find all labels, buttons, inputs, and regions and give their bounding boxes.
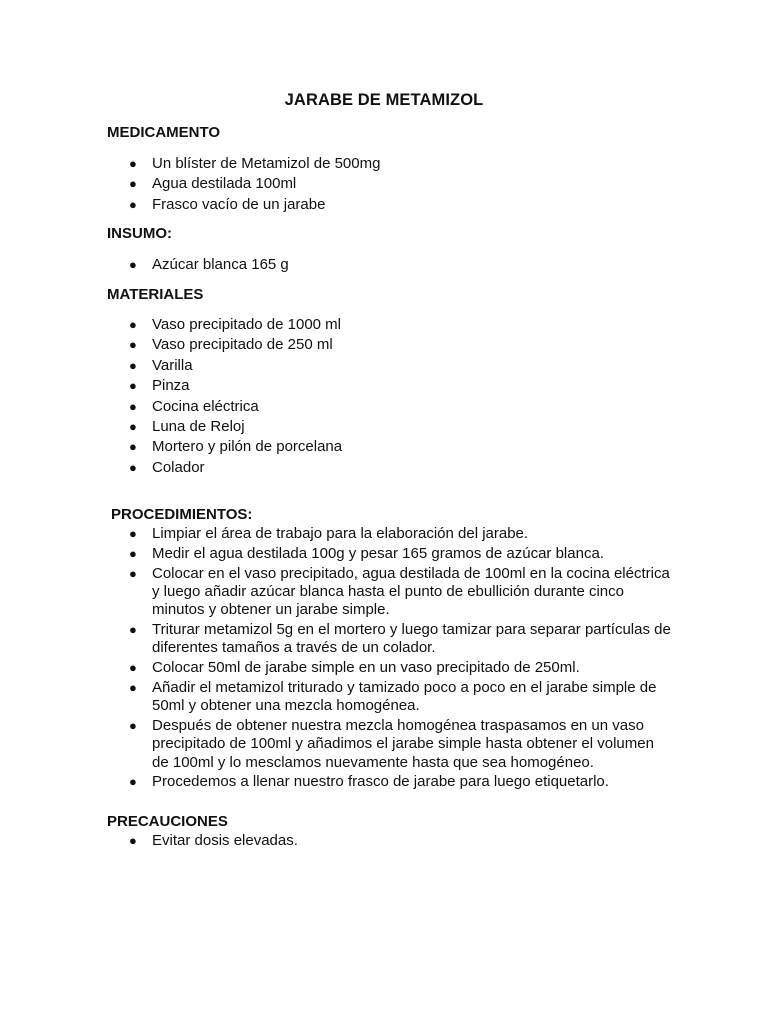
list-item [0,196,672,214]
list-item-text: Triturar metamizol 5g en el mortero y luego tamizar para separar partículas de diferentes tamaños a través de un colador. [152,620,671,657]
list-item-text: Evitar dosis elevadas. [152,832,298,849]
list-item-text: Varilla [152,356,193,374]
bullet-icon: ● [129,337,137,353]
list-item [0,175,672,193]
list-item-text: Azúcar blanca 165 g [152,256,289,273]
bullet-icon: ● [129,833,137,848]
bullet-icon: ● [129,357,137,373]
bullet-icon: ● [129,196,137,212]
list-item [0,418,672,436]
list-item [0,336,672,354]
list-item [0,256,672,274]
list-item [0,155,672,173]
insumo-list [0,256,672,276]
list-item-text: Luna de Reloj [152,417,245,435]
precauciones-list [0,832,672,852]
list-item [0,459,672,477]
list-item [0,357,672,375]
list-item [0,438,672,456]
list-item-text: Agua destilada 100ml [152,175,297,193]
list-item-text: Un blíster de Metamizol de 500mg [152,155,381,172]
list-item [0,659,672,677]
document-title: JARABE DE METAMIZOL [284,91,484,109]
section-heading-materiales: MATERIALES [107,286,204,303]
bullet-icon: ● [129,156,137,171]
list-item [0,565,672,620]
bullet-icon: ● [129,257,137,272]
section-heading-precauciones: PRECAUCIONES [107,813,228,830]
medicamento-list [0,155,672,216]
bullet-icon: ● [129,378,137,394]
bullet-icon: ● [129,774,137,790]
materiales-list [0,316,672,479]
list-item-text: Colocar 50ml de jarabe simple en un vaso precipitado de 250ml. [152,659,580,677]
list-item [0,398,672,416]
list-item [0,717,672,772]
bullet-icon: ● [129,418,137,434]
procedimientos-list [0,525,672,793]
bullet-icon: ● [129,398,137,414]
list-item [0,525,672,543]
bullet-icon: ● [129,565,137,581]
bullet-icon: ● [129,717,137,733]
list-item-text: Frasco vacío de un jarabe [152,195,326,213]
bullet-icon: ● [129,459,137,475]
section-heading-insumo: INSUMO: [107,225,172,242]
list-item-text: Procedemos a llenar nuestro frasco de jarabe para luego etiquetarlo. [152,773,609,791]
list-item [0,679,672,716]
list-item-text: Limpiar el área de trabajo para la elaboración del jarabe. [152,525,529,542]
list-item-text: Añadir el metamizol triturado y tamizado poco a poco en el jarabe simple de 50ml y obtener una mezcla homogénea. [152,678,657,715]
list-item-text: Colocar en el vaso precipitado, agua destilada de 100ml en la cocina eléctrica y luego añadir azúcar blanca hasta el punto de ebullición durante cinco minutos y obtener un jarabe simple. [152,564,670,619]
list-item-text: Colador [152,458,205,476]
section-heading-medicamento: MEDICAMENTO [107,124,221,141]
bullet-icon: ● [129,545,137,561]
section-heading-procedimientos: PROCEDIMIENTOS: [111,506,253,523]
list-item [0,832,672,850]
list-item [0,377,672,395]
list-item-text: Pinza [152,377,190,395]
bullet-icon: ● [129,176,137,192]
list-item-text: Mortero y pilón de porcelana [152,438,343,456]
bullet-icon: ● [129,679,137,695]
bullet-icon: ● [129,317,137,332]
list-item [0,621,672,658]
list-item [0,773,672,791]
bullet-icon: ● [129,526,137,541]
bullet-icon: ● [129,439,137,455]
list-item [0,316,672,334]
list-item-text: Vaso precipitado de 1000 ml [152,316,342,333]
list-item-text: Medir el agua destilada 100g y pesar 165 gramos de azúcar blanca. [152,544,604,562]
list-item-text: Cocina eléctrica [152,397,259,415]
bullet-icon: ● [129,621,137,637]
list-item-text: Después de obtener nuestra mezcla homogénea traspasamos en un vaso precipitado de 100ml y añadimos el jarabe simple hasta obtener el volumen de 100ml y lo mesclamos nuevamente hasta que sea homogéneo. [152,716,654,771]
list-item [0,545,672,563]
list-item-text: Vaso precipitado de 250 ml [152,336,333,354]
bullet-icon: ● [129,660,137,676]
